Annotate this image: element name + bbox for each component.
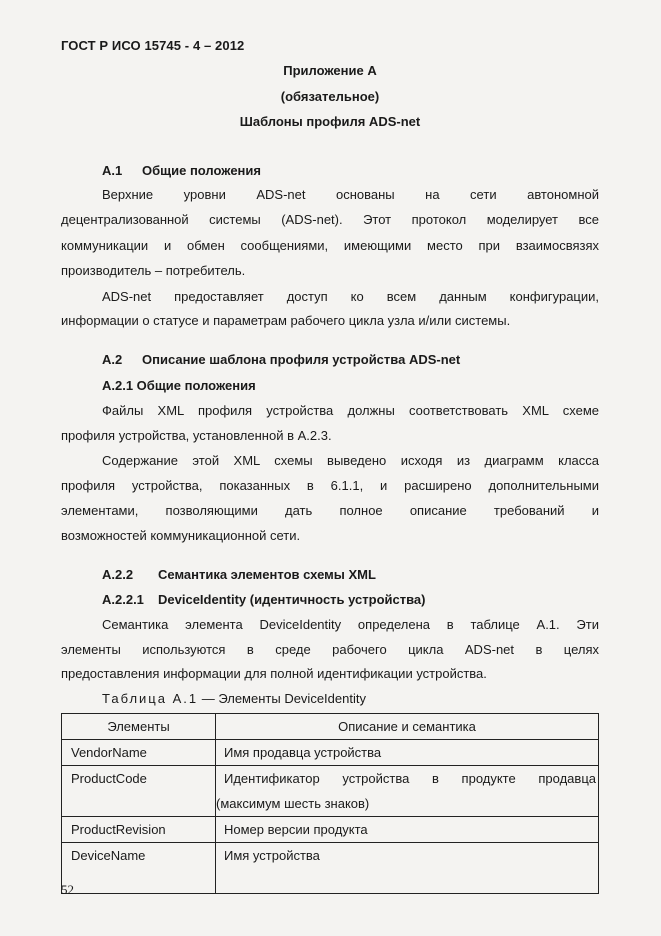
- a221-paragraph-line: элементы используются в среде рабочего цикла ADS-net в целях: [61, 642, 599, 657]
- element-cell: VendorName: [62, 740, 216, 766]
- table-row: [62, 740, 599, 766]
- description-cell: [216, 817, 599, 843]
- description-line: Номер версии продукта: [224, 822, 368, 837]
- col-header-description: Описание и семантика: [216, 714, 599, 740]
- table-caption-rest: — Элементы DeviceIdentity: [198, 691, 366, 706]
- section-a22-number: А.2.2: [102, 567, 134, 582]
- a21-paragraph2-line: Содержание этой XML схемы выведено исходя из диаграмм класса: [102, 453, 599, 468]
- page-number: 52: [61, 882, 74, 897]
- table-header-row: [62, 714, 599, 740]
- description-cell: [216, 766, 599, 817]
- description-line: Имя продавца устройства: [224, 745, 382, 760]
- section-a22-heading: Семантика элементов схемы XML: [158, 567, 376, 582]
- table-caption-prefix: Таблица А.1: [102, 691, 199, 706]
- table-row: [62, 766, 599, 817]
- section-a221-heading: DeviceIdentity (идентичность устройства): [158, 592, 426, 607]
- a21-paragraph2-line: элементами, позволяющими дать полное описание требований и: [61, 503, 599, 518]
- a221-paragraph-line: предоставления информации для полной идентификации устройства.: [61, 666, 487, 681]
- a1-paragraph1-line: Верхние уровни ADS-net основаны на сети автономной: [102, 187, 599, 202]
- a21-paragraph1-line: Файлы XML профиля устройства должны соответствовать XML схеме: [102, 403, 599, 418]
- description-line: Имя устройства: [224, 848, 320, 863]
- a1-paragraph1-line: коммуникации и обмен сообщениями, имеющими место при взаимосвязях: [61, 238, 599, 253]
- description-cell: [216, 843, 599, 894]
- annex-subtitle: Шаблоны профиля ADS-net: [239, 114, 421, 129]
- section-a21-heading: А.2.1 Общие положения: [102, 378, 256, 393]
- col-header-elements: Элементы: [62, 714, 216, 740]
- section-a2-number: А.2: [102, 352, 123, 367]
- a1-paragraph2-line: ADS-net предоставляет доступ ко всем данным конфигурации,: [102, 289, 599, 304]
- element-cell: ProductRevision: [62, 817, 216, 843]
- section-a1-heading: Общие положения: [142, 163, 261, 178]
- table-row: [62, 817, 599, 843]
- section-a221-number: А.2.2.1: [102, 592, 144, 607]
- section-a2-heading: Описание шаблона профиля устройства ADS-net: [142, 352, 461, 367]
- section-a1-number: А.1: [102, 163, 123, 178]
- a21-paragraph2-line: возможностей коммуникационной сети.: [61, 528, 301, 543]
- description-line: Идентификатор устройства в продукте продавца: [224, 771, 596, 786]
- a21-paragraph1-line: профиля устройства, установленной в А.2.3.: [61, 428, 332, 443]
- description-cell: [216, 740, 599, 766]
- device-identity-table: [61, 713, 599, 894]
- element-cell: DeviceName: [62, 843, 216, 894]
- standard-header: ГОСТ Р ИСО 15745 - 4 – 2012: [61, 38, 245, 53]
- a1-paragraph1-line: производитель – потребитель.: [61, 263, 246, 278]
- annex-title: Приложение А: [283, 63, 377, 78]
- element-cell: ProductCode: [62, 766, 216, 817]
- annex-status: (обязательное): [280, 89, 380, 104]
- a221-paragraph-line: Семантика элемента DeviceIdentity определена в таблице А.1. Эти: [102, 617, 599, 632]
- a1-paragraph1-line: децентрализованной системы (ADS-net). Этот протокол моделирует все: [61, 212, 599, 227]
- table-caption: [102, 691, 366, 706]
- description-line: (максимум шесть знаков): [216, 796, 370, 811]
- table-row: [62, 843, 599, 894]
- a1-paragraph2-line: информации о статусе и параметрам рабочего цикла узла и/или системы.: [61, 313, 511, 328]
- a21-paragraph2-line: профиля устройства, показанных в 6.1.1, и расширено дополнительными: [61, 478, 599, 493]
